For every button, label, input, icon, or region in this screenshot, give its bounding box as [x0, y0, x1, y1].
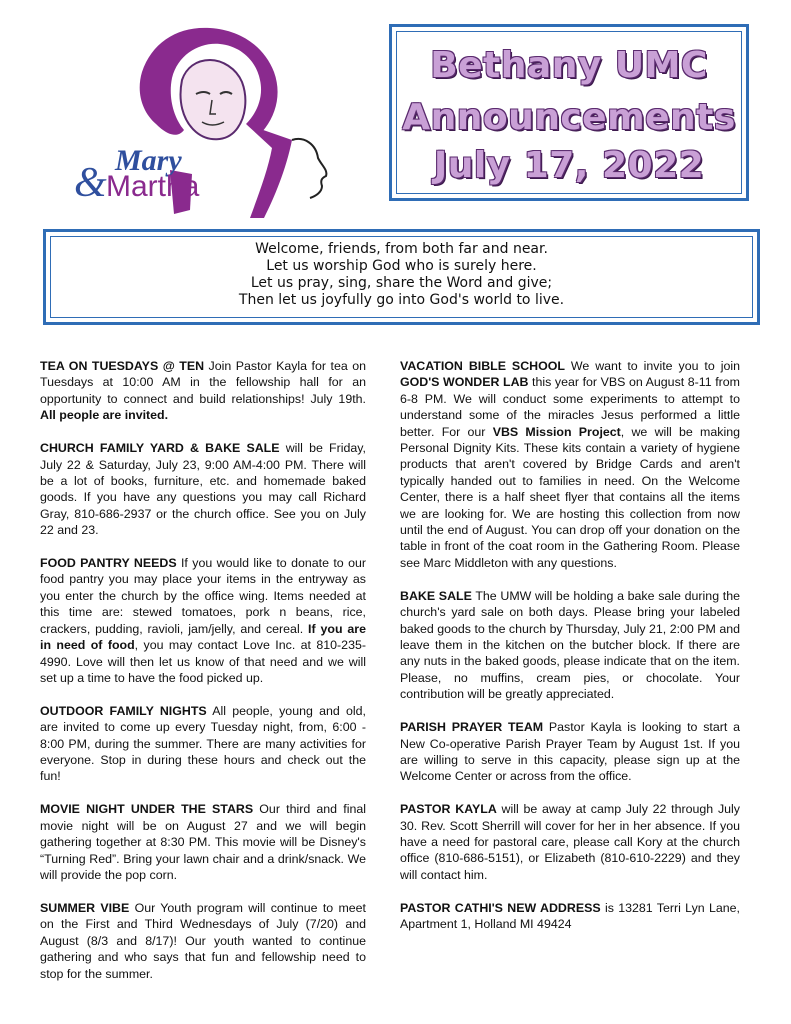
announcement-pastor-kayla: PASTOR KAYLA will be away at camp July 22 through July 30. Rev. Scott Sherrill will cover for her in her absence. If you have a need for pastoral care, please call Kory at the church office (810-686-5151), or Elizabeth (810-610-2229) and they will contact him. [400, 802, 740, 882]
poem-line: Then let us joyfully go into God's world to live. [238, 292, 565, 308]
announcement-heading: MOVIE NIGHT UNDER THE STARS [40, 802, 254, 817]
announcement-outdoor-family-nights: OUTDOOR FAMILY NIGHTS All people, young and old, are invited to come up every Tuesday night, from, 6:00 - 8:00 PM, during the summer. There are many activities for everyone. Stop in during these hours and check out the fun! [40, 703, 366, 784]
announcement-heading: PARISH PRAYER TEAM [400, 720, 544, 735]
logo-ampersand: & [74, 160, 107, 206]
title-box [389, 24, 749, 201]
title-announcements: Announcements [402, 97, 736, 138]
right-column [400, 358, 740, 949]
announcement-heading: CHURCH FAMILY YARD & BAKE SALE [40, 441, 280, 456]
title-date: July 17, 2022 [433, 145, 705, 186]
announcement-heading: BAKE SALE [400, 588, 472, 603]
announcement-summer-vibe: SUMMER VIBE Our Youth program will continue to meet on the First and Third Wednesdays of July (7/20) and August (8/3 and 8/17)! Our youth wanted to continue gathering and who says that fun and fellowship need to stop for the summer. [40, 900, 367, 981]
announcement-movie-night: MOVIE NIGHT UNDER THE STARS Our third and final movie night will be on August 27 and we will begin gathering together at 8:30 PM. This movie will be Disney's “Turning Red”. Bring your lawn chair and a drink/snack. We will provide the pop corn. [40, 802, 366, 882]
ribbon-shape [246, 124, 292, 218]
announcement-heading: OUTDOOR FAMILY NIGHTS [40, 703, 207, 718]
announcement-yard-bake-sale: CHURCH FAMILY YARD & BAKE SALE will be Friday, July 22 & Saturday, July 23, 9:00 AM-4:00 PM. There will be a lot of books, furniture, etc. and homemade baked goods. If you have any questions you may call Richard Gray, 810-686-2937 or the church office. See you on July 22 and 23. [40, 441, 366, 538]
profile-outline [292, 139, 326, 198]
announcement-tea-on-tuesdays: TEA ON TUESDAYS @ TEN Join Pastor Kayla for tea on Tuesdays at 10:00 AM in the fellowship hall for an opportunity to connect and build relationships! July 19th. All people are invited. [40, 359, 366, 423]
announcement-vbs: VACATION BIBLE SCHOOL We want to invite you to join GOD'S WONDER LAB this year for VBS on August 8-11 from 6-8 PM. We will conduct some experiments to attempt to understand some of the miracles Jesus performed a little better. For our VBS Mission Project, we will be making Personal Dignity Kits. These kits contain a variety of hygiene products that aren't covered by Bridge Cards and aren't typically handed out to families in need. On the Welcome Center, there is a half sheet flyer that contains all the items we are looking for. We are hosting this collection from now until the end of August. You can drop off your donation on the table in front of the coat room in the Gathering Room. Please see Marc Middleton with any questions. [400, 359, 741, 570]
announcement-heading: SUMMER VIBE [40, 900, 130, 915]
announcement-heading: TEA ON TUESDAYS @ TEN [40, 359, 205, 373]
announcement-food-pantry: FOOD PANTRY NEEDS If you would like to donate to our food pantry you may place your items in the entryway as you enter the church by the office wing. Items needed at this time are: stewed tomatoes, pork n beans, rice, crackers, pudding, ravioli, jam/jelly, and cereal. If you are in need of food, you may contact Love Inc. at 810-235-4990. Love will then let us know of that need and we will set up a time to have the food picked up. [40, 556, 366, 685]
welcome-box [43, 229, 760, 325]
announcement-pastor-cathi-address: PASTOR CATHI'S NEW ADDRESS is 13281 Terri Lyn Lane, Apartment 1, Holland MI 49424 [400, 900, 740, 932]
announcement-parish-prayer-team: PARISH PRAYER TEAM Pastor Kayla is looking to start a New Co-operative Parish Prayer Team by August 1st. If you are willing to serve in this capacity, please sign up at the Welcome Center or across from the office. [400, 720, 740, 784]
title-church-name: Bethany UMC [430, 45, 708, 86]
poem-line: Let us worship God who is surely here. [266, 258, 537, 274]
announcement-bake-sale: BAKE SALE The UMW will be holding a bake sale during the church's yard sale on both days. Please bring your labeled baked goods to the church by Thursday, July 21, 2:00 PM and leave them in the kitchen on the butcher block. If there are any nuts in the baked goods, please indicate that on the item. Please, no muffins, cream pies, or chocolate. Your contribution will be greatly appreciated. [400, 588, 740, 702]
poem-line: Let us pray, sing, share the Word and give; [250, 275, 553, 291]
left-column [40, 358, 366, 998]
logo-martha-text: Martha [106, 170, 200, 203]
announcement-heading: PASTOR KAYLA [400, 802, 497, 817]
announcement-heading: FOOD PANTRY NEEDS [40, 556, 177, 571]
mary-martha-logo [60, 20, 360, 220]
announcement-heading: VACATION BIBLE SCHOOL [400, 359, 565, 373]
poem-line: Welcome, friends, from both far and near. [255, 241, 548, 257]
announcement-heading: PASTOR CATHI'S NEW ADDRESS [400, 900, 601, 915]
welcome-poem [46, 241, 757, 309]
logo-mary-text: Mary [115, 144, 182, 177]
face-outline [181, 60, 246, 139]
